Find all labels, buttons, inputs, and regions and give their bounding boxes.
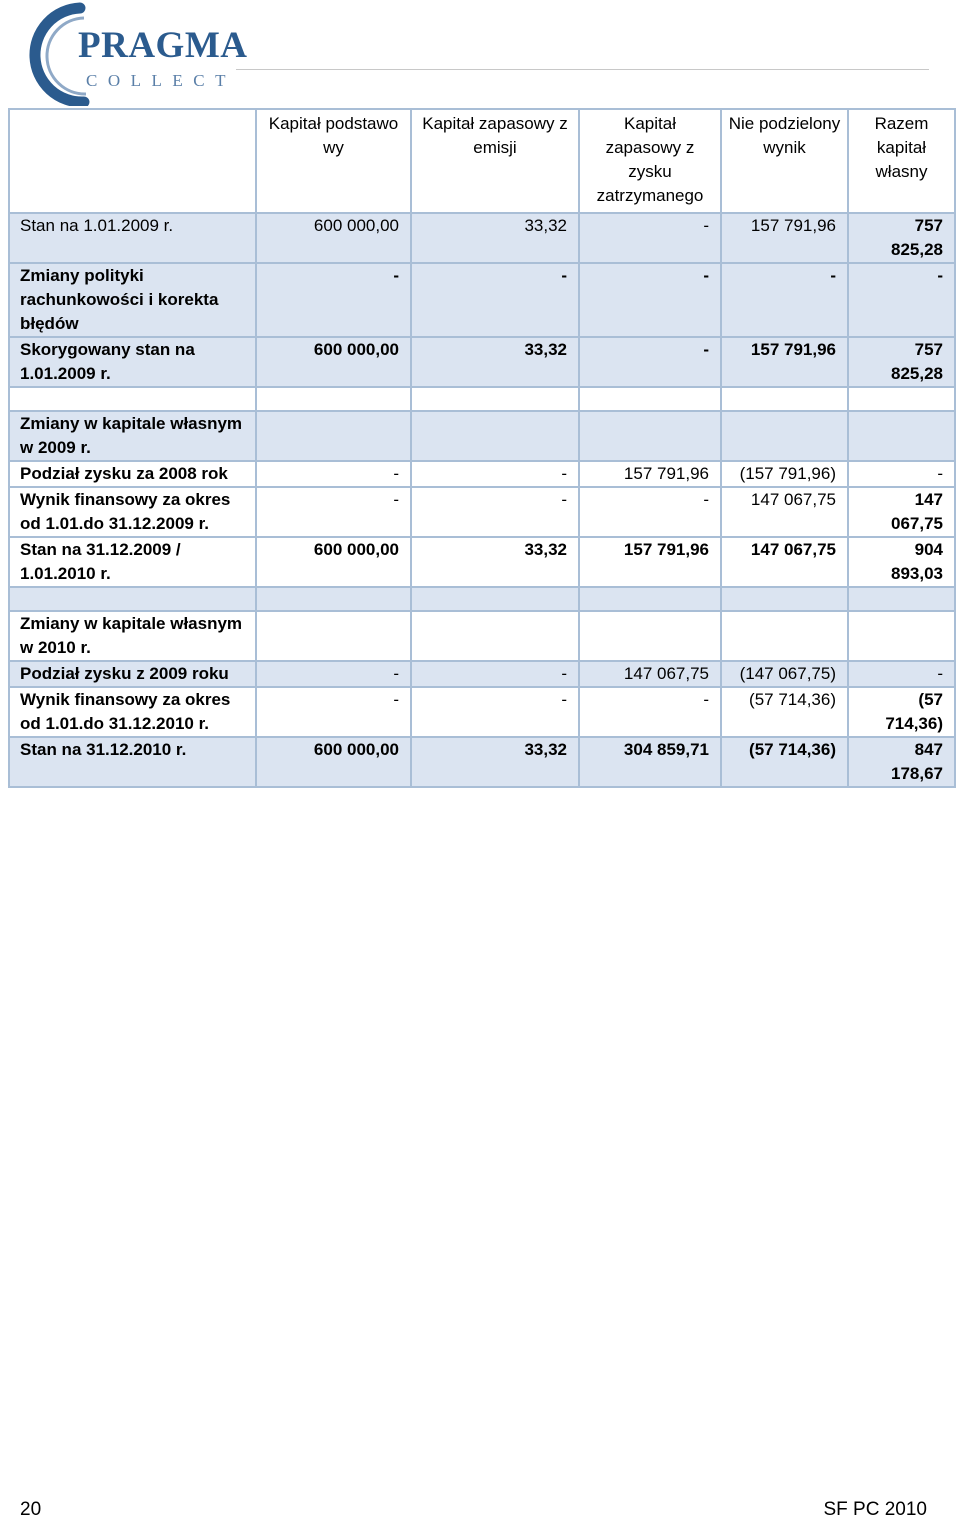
table-cell bbox=[721, 411, 848, 461]
table-cell: 147 067,75 bbox=[848, 487, 955, 537]
table-cell bbox=[848, 411, 955, 461]
table-cell: - bbox=[579, 213, 721, 263]
table-cell: - bbox=[411, 687, 579, 737]
table-cell: 33,32 bbox=[411, 537, 579, 587]
row-label: Wynik finansowy za okres od 1.01.do 31.12.2009 r. bbox=[9, 487, 256, 537]
table-header-row bbox=[9, 109, 955, 213]
row-label: Podział zysku za 2008 rok bbox=[9, 461, 256, 487]
table-cell bbox=[721, 611, 848, 661]
table-cell: 304 859,71 bbox=[579, 737, 721, 787]
table-row bbox=[9, 337, 955, 387]
row-label bbox=[9, 587, 256, 611]
table-cell: 157 791,96 bbox=[721, 213, 848, 263]
document-code: SF PC 2010 bbox=[823, 1499, 927, 1520]
row-label: Stan na 31.12.2009 / 1.01.2010 r. bbox=[9, 537, 256, 587]
table-cell bbox=[848, 587, 955, 611]
row-label: Skorygowany stan na 1.01.2009 r. bbox=[9, 337, 256, 387]
table-cell bbox=[848, 611, 955, 661]
row-label: Zmiany w kapitale własnym w 2010 r. bbox=[9, 611, 256, 661]
table-cell bbox=[721, 387, 848, 411]
table-cell: - bbox=[848, 661, 955, 687]
table-row bbox=[9, 587, 955, 611]
table-cell: 600 000,00 bbox=[256, 737, 411, 787]
column-header: Kapitał podstawo wy bbox=[256, 109, 411, 213]
table-cell: 757 825,28 bbox=[848, 213, 955, 263]
table-cell: 33,32 bbox=[411, 737, 579, 787]
table-cell: (57 714,36) bbox=[721, 687, 848, 737]
logo-wordmark: PRAGMA bbox=[78, 25, 248, 66]
table-cell: - bbox=[256, 687, 411, 737]
table-cell: - bbox=[579, 337, 721, 387]
table-cell: 600 000,00 bbox=[256, 537, 411, 587]
row-label: Zmiany polityki rachunkowości i korekta błędów bbox=[9, 263, 256, 337]
table-cell: - bbox=[579, 487, 721, 537]
table-cell: - bbox=[411, 487, 579, 537]
table-cell: 147 067,75 bbox=[721, 537, 848, 587]
row-label: Wynik finansowy za okres od 1.01.do 31.12.2010 r. bbox=[9, 687, 256, 737]
table-row bbox=[9, 411, 955, 461]
table-cell bbox=[411, 387, 579, 411]
table-cell bbox=[411, 411, 579, 461]
table-cell: - bbox=[411, 263, 579, 337]
table-cell: - bbox=[256, 487, 411, 537]
row-label: Stan na 1.01.2009 r. bbox=[9, 213, 256, 263]
table-cell bbox=[256, 411, 411, 461]
table-cell bbox=[256, 611, 411, 661]
table-cell: - bbox=[721, 263, 848, 337]
table-cell: 600 000,00 bbox=[256, 337, 411, 387]
table-row bbox=[9, 461, 955, 487]
table-row bbox=[9, 687, 955, 737]
table-row bbox=[9, 661, 955, 687]
table-cell bbox=[721, 587, 848, 611]
table-cell: - bbox=[579, 263, 721, 337]
table-row bbox=[9, 737, 955, 787]
table-cell bbox=[579, 411, 721, 461]
table-cell: 33,32 bbox=[411, 213, 579, 263]
table-cell: 157 791,96 bbox=[579, 461, 721, 487]
table-cell bbox=[256, 387, 411, 411]
table-row bbox=[9, 213, 955, 263]
column-header bbox=[9, 109, 256, 213]
table-cell: - bbox=[411, 661, 579, 687]
column-header: Nie podzielony wynik bbox=[721, 109, 848, 213]
table-cell: - bbox=[256, 461, 411, 487]
pragma-collect-logo bbox=[18, 2, 248, 106]
table-cell: - bbox=[256, 661, 411, 687]
table-cell: 157 791,96 bbox=[721, 337, 848, 387]
table-cell: 904 893,03 bbox=[848, 537, 955, 587]
column-header: Razem kapitał własny bbox=[848, 109, 955, 213]
table-cell bbox=[256, 587, 411, 611]
table-row bbox=[9, 537, 955, 587]
table-cell: 147 067,75 bbox=[579, 661, 721, 687]
table-cell: 847 178,67 bbox=[848, 737, 955, 787]
table-cell bbox=[411, 611, 579, 661]
table-cell: - bbox=[848, 263, 955, 337]
table-cell: (57 714,36) bbox=[848, 687, 955, 737]
column-header: Kapitał zapasowy z emisji bbox=[411, 109, 579, 213]
table-cell: (147 067,75) bbox=[721, 661, 848, 687]
row-label: Zmiany w kapitale własnym w 2009 r. bbox=[9, 411, 256, 461]
table-row bbox=[9, 611, 955, 661]
row-label: Podział zysku z 2009 roku bbox=[9, 661, 256, 687]
table-cell: - bbox=[411, 461, 579, 487]
table-cell: 147 067,75 bbox=[721, 487, 848, 537]
table-cell: - bbox=[848, 461, 955, 487]
table-cell: 157 791,96 bbox=[579, 537, 721, 587]
table-cell: - bbox=[579, 687, 721, 737]
table-cell bbox=[411, 587, 579, 611]
table-cell bbox=[848, 387, 955, 411]
table-cell: 757 825,28 bbox=[848, 337, 955, 387]
table-cell: 33,32 bbox=[411, 337, 579, 387]
table-row bbox=[9, 263, 955, 337]
table-cell bbox=[579, 387, 721, 411]
page-number: 20 bbox=[20, 1499, 42, 1520]
table-cell: (157 791,96) bbox=[721, 461, 848, 487]
table-cell: (57 714,36) bbox=[721, 737, 848, 787]
logo-subtitle: COLLECT bbox=[86, 71, 236, 90]
table-cell: - bbox=[256, 263, 411, 337]
row-label: Stan na 31.12.2010 r. bbox=[9, 737, 256, 787]
table-cell bbox=[579, 611, 721, 661]
row-label bbox=[9, 387, 256, 411]
column-header: Kapitał zapasowy z zysku zatrzymanego bbox=[579, 109, 721, 213]
header-divider bbox=[236, 69, 929, 70]
table-cell bbox=[579, 587, 721, 611]
table-row bbox=[9, 487, 955, 537]
table-cell: 600 000,00 bbox=[256, 213, 411, 263]
equity-changes-table bbox=[8, 108, 956, 788]
table-row bbox=[9, 387, 955, 411]
